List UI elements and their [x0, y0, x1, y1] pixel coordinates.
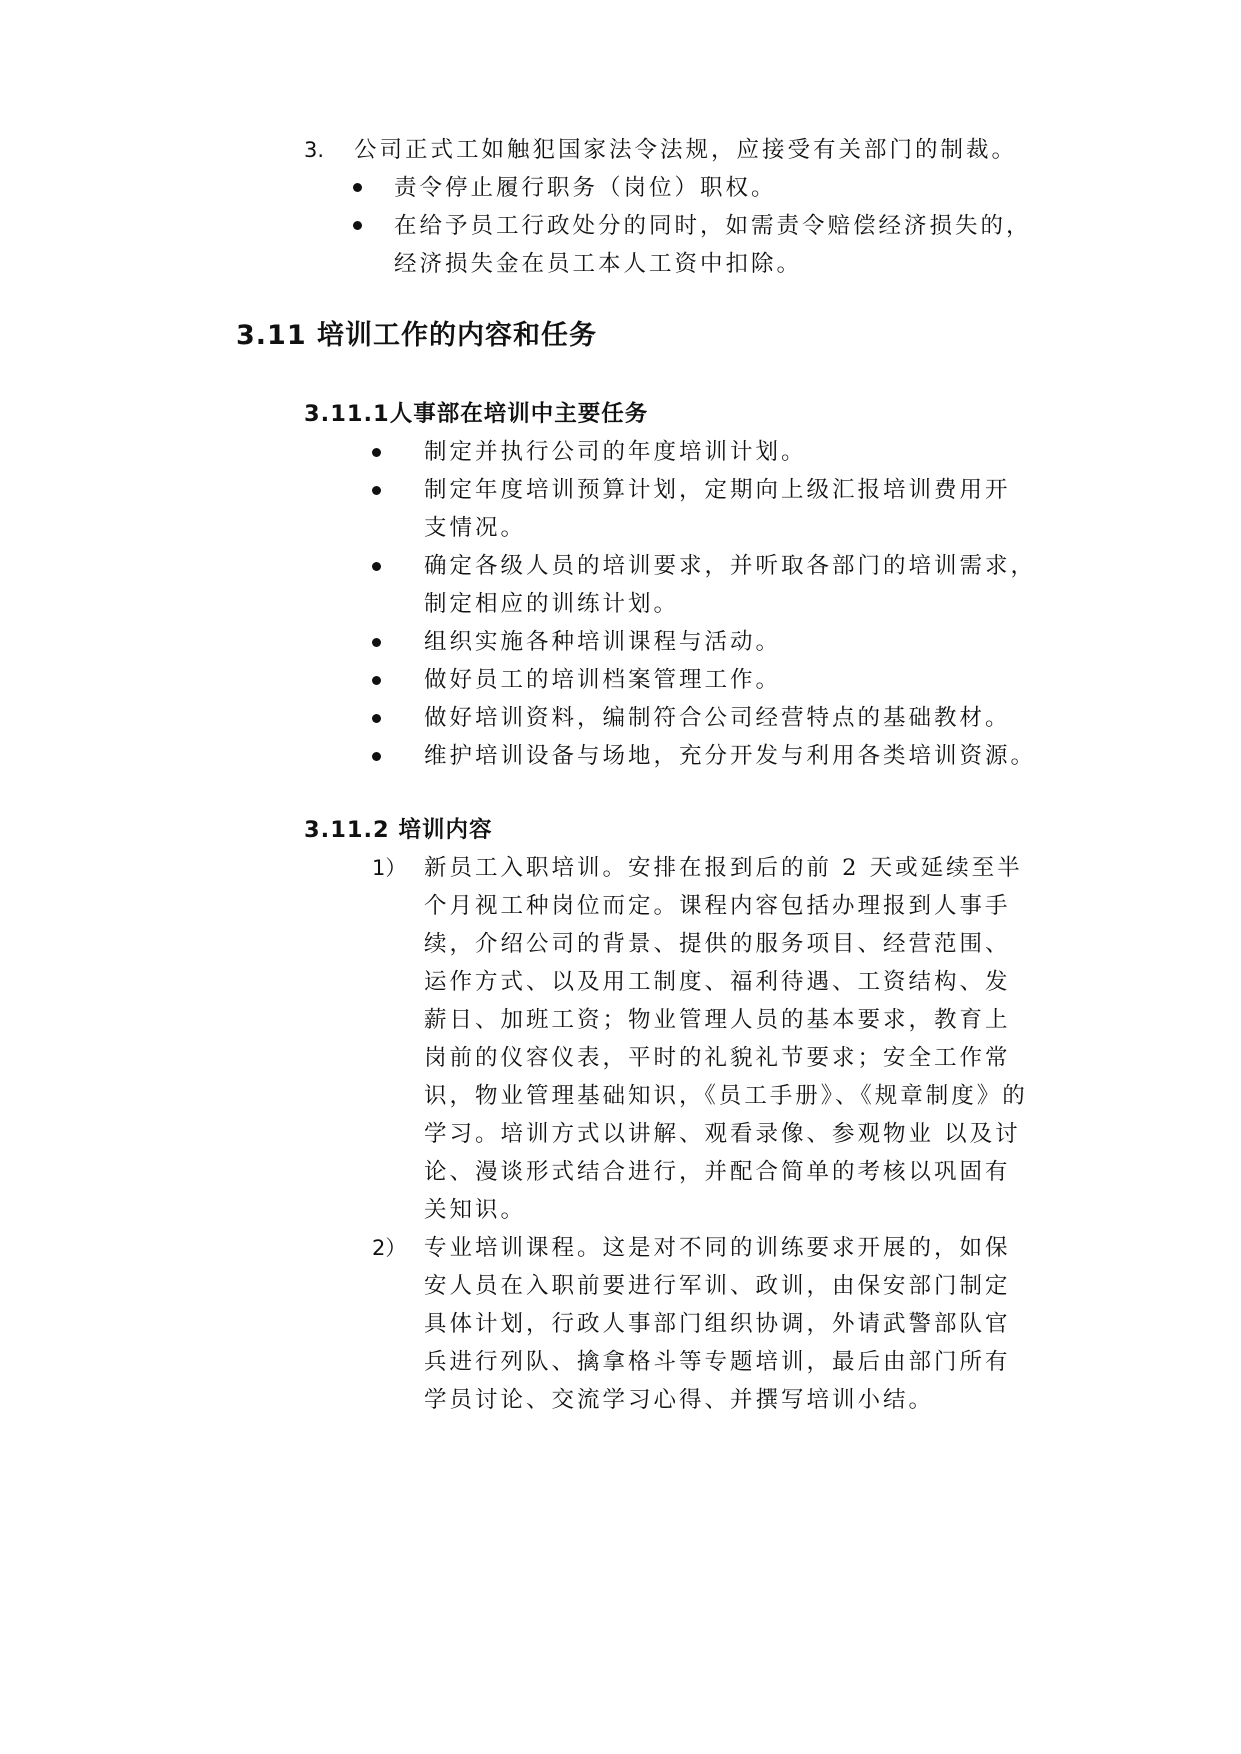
paragraph-line: 兵进行列队、擒拿格斗等专题培训，最后由部门所有: [424, 1349, 1011, 1375]
paragraph-line: 专业培训课程。这是对不同的训练要求开展的，如保: [424, 1235, 1011, 1261]
bullet-icon: [372, 676, 381, 685]
list-item-continuation: 制定相应的训练计划。: [424, 591, 680, 617]
bullet-icon: [372, 714, 381, 723]
bullet-icon: [353, 221, 362, 230]
list-item: 制定年度培训预算计划，定期向上级汇报培训费用开: [424, 477, 1011, 503]
paragraph-text: 公司正式工如触犯国家法令法规，应接受有关部门的制裁。: [354, 137, 1018, 163]
bullet-icon: [353, 183, 362, 192]
list-item: 制定并执行公司的年度培训计划。: [424, 439, 807, 465]
paragraph-line: 新员工入职培训。安排在报到后的前 2 天或延续至半: [424, 855, 1023, 881]
paragraph-line: 具体计划，行政人事部门组织协调，外请武警部队官: [424, 1311, 1011, 1337]
list-item: 在给予员工行政处分的同时，如需责令赔偿经济损失的，: [394, 213, 1032, 239]
bullet-icon: [372, 448, 381, 457]
paragraph-line: 安人员在入职前要进行军训、政训，由保安部门制定: [424, 1273, 1011, 1299]
paragraph-line: 识，物业管理基础知识，《员工手册》、《规章制度》的: [424, 1083, 1028, 1109]
list-item: 做好培训资料，编制符合公司经营特点的基础教材。: [424, 705, 1011, 731]
paragraph-line: 运作方式、以及用工制度、福利待遇、工资结构、发: [424, 969, 1011, 995]
subsection-heading: 3.11.1人事部在培训中主要任务: [304, 401, 649, 427]
paragraph-line: 续，介绍公司的背景、提供的服务项目、经营范围、: [424, 931, 1011, 957]
bullet-icon: [372, 752, 381, 761]
list-item: 做好员工的培训档案管理工作。: [424, 667, 782, 693]
section-heading: 3.11 培训工作的内容和任务: [236, 320, 598, 351]
list-item: 维护培训设备与场地，充分开发与利用各类培训资源。: [424, 743, 1037, 769]
paragraph-line: 岗前的仪容仪表，平时的礼貌礼节要求；安全工作常: [424, 1045, 1011, 1071]
bullet-icon: [372, 486, 381, 495]
list-item-continuation: 支情况。: [424, 515, 527, 541]
list-item: 责令停止履行职务（岗位）职权。: [394, 175, 777, 201]
subsection-heading: 3.11.2 培训内容: [304, 817, 493, 843]
list-item-continuation: 经济损失金在员工本人工资中扣除。: [394, 251, 803, 277]
list-number: 1）: [372, 856, 407, 880]
list-number: 2）: [372, 1236, 407, 1260]
list-item: 确定各级人员的培训要求，并听取各部门的培训需求，: [424, 553, 1037, 579]
bullet-icon: [372, 562, 381, 571]
paragraph-line: 关知识。: [424, 1197, 527, 1223]
paragraph-line: 论、漫谈形式结合进行，并配合简单的考核以巩固有: [424, 1159, 1011, 1185]
paragraph-line: 学习。培训方式以讲解、观看录像、参观物业 以及讨: [424, 1121, 1021, 1147]
paragraph-line: 个月视工种岗位而定。课程内容包括办理报到人事手: [424, 893, 1011, 919]
paragraph-line: 学员讨论、交流学习心得、并撰写培训小结。: [424, 1387, 935, 1413]
paragraph-line: 薪日、加班工资；物业管理人员的基本要求，教育上: [424, 1007, 1011, 1033]
list-number: 3.: [304, 138, 325, 162]
bullet-icon: [372, 638, 381, 647]
list-item: 组织实施各种培训课程与活动。: [424, 629, 782, 655]
